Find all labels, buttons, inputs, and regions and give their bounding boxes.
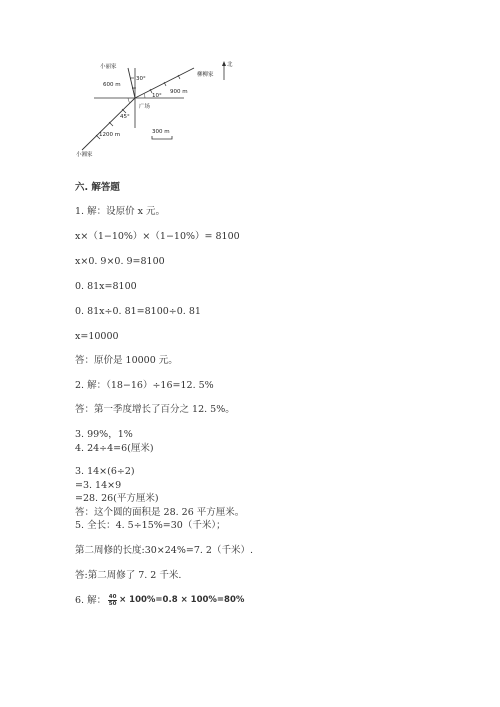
label-1200: 1200 m <box>99 132 121 138</box>
label-north: 北 <box>227 62 233 68</box>
scale-bar <box>152 136 172 139</box>
answer-line: 1. 解：设原价 x 元。 <box>75 206 165 217</box>
question-6-line <box>75 594 244 607</box>
answer-line: 答：原价是 10000 元。 <box>75 355 178 366</box>
direction-figure <box>72 56 242 160</box>
direction-diagram <box>72 56 242 160</box>
answer-line: 4. 24÷4=6(厘米) <box>75 443 154 454</box>
answer-line: 答：这个圆的面积是 28. 26 平方厘米。 <box>75 507 245 518</box>
ray-xiaoli <box>128 68 135 98</box>
label-liuliu: 柳柳家 <box>197 72 214 78</box>
label-angle-30: 30° <box>136 76 146 82</box>
answer-line: x×0. 9×0. 9=8100 <box>75 256 165 267</box>
q6-prefix: 6. 解： <box>75 595 107 606</box>
answer-line: 0. 81x÷0. 81=8100÷0. 81 <box>75 306 201 317</box>
label-900: 900 m <box>170 89 188 95</box>
answer-line: x×（1−10%）×（1−10%）= 8100 <box>75 231 240 242</box>
label-scale: 300 m <box>152 129 170 135</box>
q6-fraction <box>108 594 117 607</box>
q6-denominator: 50 <box>108 601 117 607</box>
q6-expression: × 100%=0.8 × 100%=80% <box>119 595 245 605</box>
q6-numerator: 40 <box>108 594 117 600</box>
label-600: 600 m <box>103 82 121 88</box>
label-square: 广场 <box>139 104 151 110</box>
answer-line: 5. 全长：4. 5÷15%=30（千米）； <box>75 520 226 531</box>
ray-xiaoxiang <box>82 98 135 150</box>
section-title: 六. 解答题 <box>75 182 120 193</box>
label-xiaoli: 小丽家 <box>100 64 117 70</box>
label-xiaoxiang: 小湘家 <box>76 152 93 158</box>
answer-line: 第二周修的长度:30×24%=7. 2（千米）. <box>75 545 253 556</box>
label-angle-10: 10° <box>152 93 162 99</box>
answer-line: =28. 26(平方厘米) <box>75 493 159 504</box>
answer-line: 3. 99%，1% <box>75 429 133 440</box>
answer-line: 答：第一季度增长了百分之 12. 5%。 <box>75 404 235 415</box>
answer-line: 0. 81x=8100 <box>75 281 137 292</box>
answer-line: x=10000 <box>75 331 119 342</box>
label-angle-45: 45° <box>120 114 130 120</box>
answer-line: 3. 14×(6÷2) <box>75 466 135 477</box>
answer-line: 2. 解：（18−16）÷16=12. 5% <box>75 380 214 391</box>
answer-line: =3. 14×9 <box>75 480 122 491</box>
answer-line: 答:第二周修了 7. 2 千米. <box>75 570 182 581</box>
